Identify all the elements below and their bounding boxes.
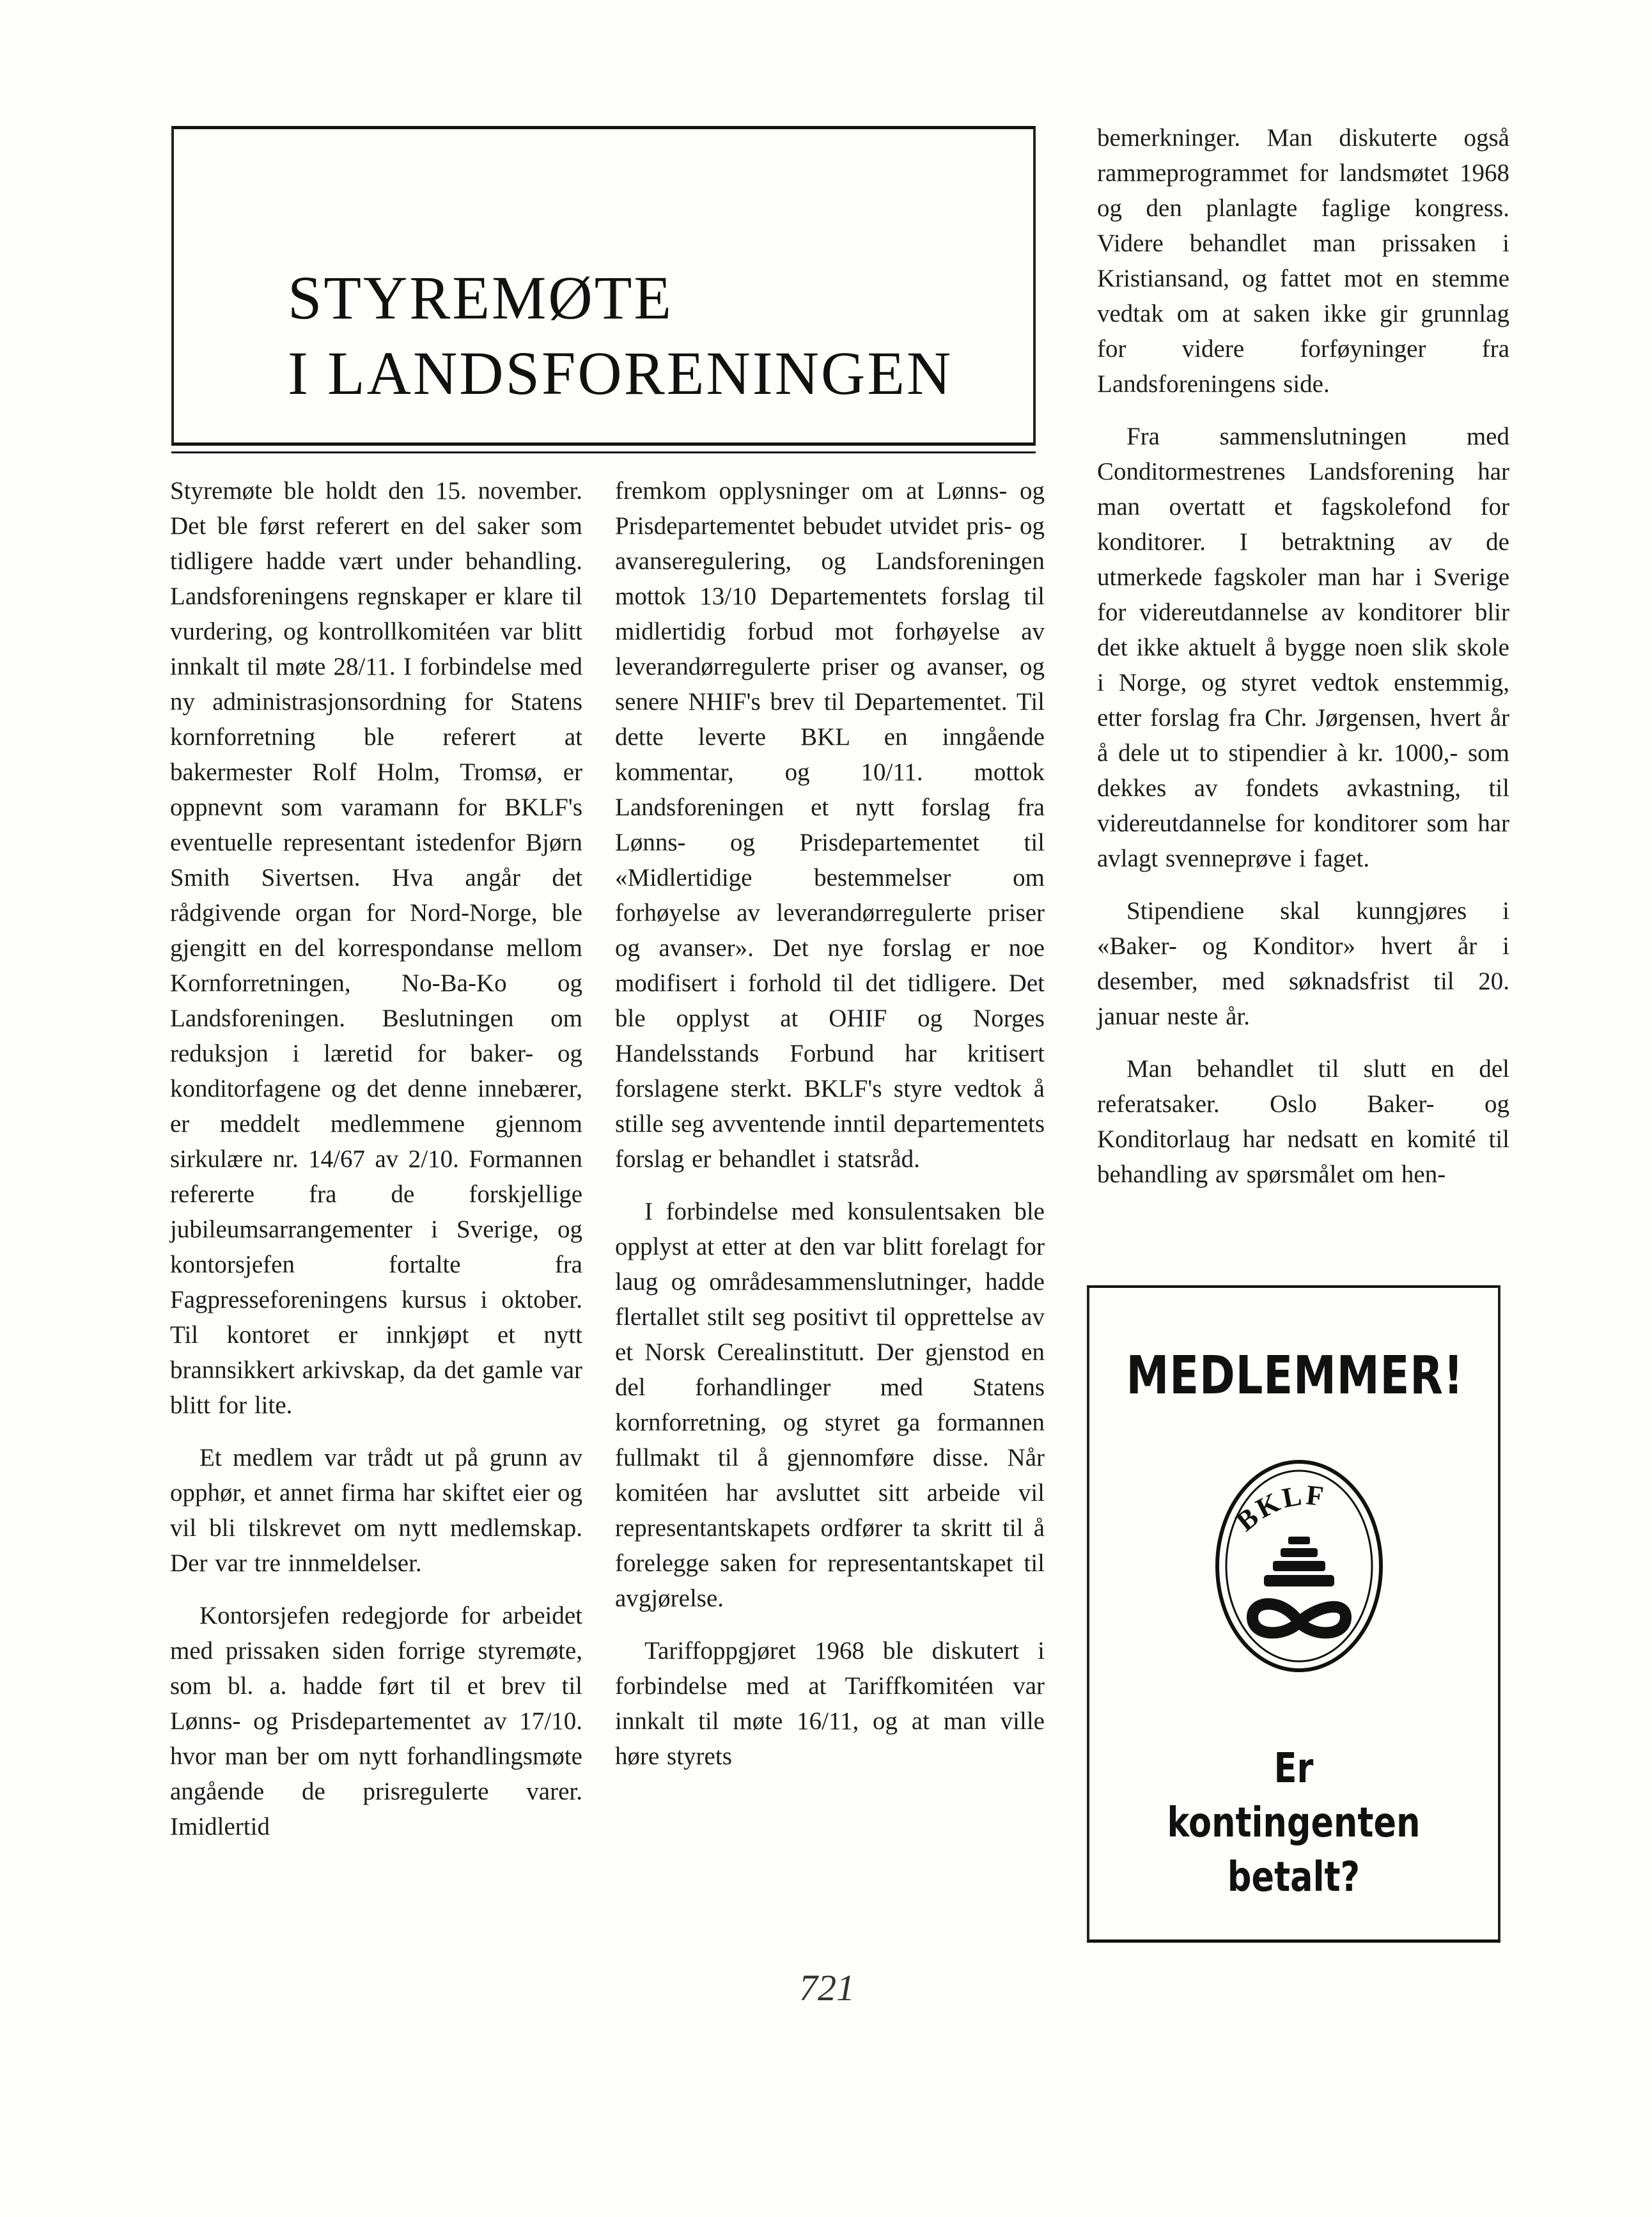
paragraph: Stipendiene skal kunngjøres i «Baker- og Konditor» hvert år i desember, med søknadsfrist til 20. januar neste år. — [1097, 897, 1509, 1030]
question-line-1: Er — [1274, 1745, 1314, 1792]
paragraph: Tariffoppgjøret 1968 ble diskutert i forbindelse med at Tariffkomitéen var innkalt til møte 16/11, og at man ville høre styrets — [615, 1637, 1045, 1770]
question-line-2: kontingenten — [1167, 1799, 1421, 1847]
paragraph: Kontorsjefen redegjorde for arbeidet med prissaken siden forrige styremøte, som bl. a. hadde ført til et brev til Lønns- og Prisdepartementet av 17/10. hvor man ber om nytt forhandlingsmøte angående de prisregulerte varer. Imidlertid — [170, 1602, 582, 1840]
bklf-logo — [1213, 1457, 1385, 1675]
title-line-2: I LANDSFORENINGEN — [288, 339, 953, 407]
title-box — [171, 126, 1036, 446]
question-line-3: betalt? — [1227, 1854, 1360, 1901]
paragraph: bemerkninger. Man diskuterte også rammeprogrammet for landsmøtet 1968 og den planlagte faglige kongress. Videre behandlet man prissaken i Kristiansand, og fattet mot en stemme vedtak om at saken ikke gir grunnlag for videre forføyninger fra Landsforeningens side. — [1097, 124, 1509, 398]
ad-question — [1126, 1742, 1461, 1905]
paragraph: Fra sammenslutningen med Conditormestrenes Landsforening har man overtatt et fagskolefond for konditorer. I betraktning av de utmerkede fagskoler man har i Sverige for videreutdannelse av konditorer blir det ikke aktuelt å bygge noen slik skole i Norge, og styret vedtok enstemmig, etter forslag fra Chr. Jørgensen, hvert år å dele ut to stipendier à kr. 1000,- som dekkes av fondets avkastning, til videreutdannelse for konditorer som har avlagt svenneprøve i faget. — [1097, 423, 1509, 872]
article-column-3 — [1097, 120, 1509, 1209]
title-line-1: STYREMØTE — [288, 263, 673, 332]
article-column-1 — [170, 473, 582, 1861]
paragraph: Man behandlet til slutt en del referatsaker. Oslo Baker- og Konditorlaug har nedsatt en komité til behandling av spørsmålet om hen- — [1097, 1055, 1509, 1188]
paragraph: fremkom opplysninger om at Lønns- og Prisdepartementet bebudet utvidet pris- og avanseregulering, og Landsforeningen mottok 13/10 Departementets forslag til midlertidig forbud mot forhøyelse av leverandørregulerte priser og avanser, og senere NHIF's brev til Departementet. Til dette leverte BKL en inngående kommentar, og 10/11. mottok Landsforeningen et nytt forslag fra Lønns- og Prisdepartementet til «Midlertidige bestemmelser om forhøyelse av leverandørregulerte priser og avanser». Det nye forslag er noe modifisert i forhold til det tidligere. Det ble opplyst at OHIF og Norges Handelsstands Forbund har kritisert forslagene sterkt. BKLF's styre vedtok å stille seg avventende inntil departementets forslag er behandlet i statsråd. — [615, 477, 1045, 1173]
ad-headline: MEDLEMMER! — [1126, 1345, 1464, 1406]
paragraph: I forbindelse med konsulentsaken ble opplyst at etter at den var blitt forelagt for laug og områdesammenslutninger, hadde flertallet stilt seg positivt til opprettelse av et Norsk Cerealinstitutt. Der gjenstod en del forhandlinger med Statens kornforretning, og styret ga formannen fullmakt til å gjennomføre disse. Når komitéen har avsluttet sitt arbeide vil representantskapets ordfører ta skritt til å forelegge saken for representantskapet til avgjørelse. — [615, 1198, 1045, 1612]
membership-ad — [1087, 1285, 1500, 1943]
article-column-2 — [615, 473, 1045, 1791]
page-number: 721 — [799, 1967, 855, 2009]
paragraph: Et medlem var trådt ut på grunn av opphør, et annet firma har skiftet eier og vil bli tilskrevet om nytt medlemskap. Der var tre innmeldelser. — [170, 1444, 582, 1577]
logo-lettering: BKLF — [1230, 1479, 1328, 1538]
article-title — [288, 260, 953, 411]
title-underline — [171, 451, 1036, 453]
paragraph: Styremøte ble holdt den 15. november. Det ble først referert en del saker som tidligere hadde vært under behandling. Landsforeningens regnskaper er klare til vurdering, og kontrollkomitéen var blitt innkalt til møte 28/11. I forbindelse med ny administrasjonsordning for Statens kornforretning ble referert at bakermester Rolf Holm, Tromsø, er oppnevnt som varamann for BKLF's eventuelle representant istedenfor Bjørn Smith Sivertsen. Hva angår det rådgivende organ for Nord-Norge, ble gjengitt en del korrespondanse mellom Kornforretningen, No-Ba-Ko og Landsforeningen. Beslutningen om reduksjon i læretid for baker- og konditorfagene og det denne innebærer, er meddelt medlemmene gjennom sirkulære nr. 14/67 av 2/10. Formannen refererte fra de forskjellige jubileumsarrangementer i Sverige, og kontorsjefen fortalte fra Fagpresseforeningens kursus i oktober. Til kontoret er innkjøpt et nytt brannsikkert arkivskap, da det gamle var blitt for lite. — [170, 477, 582, 1419]
